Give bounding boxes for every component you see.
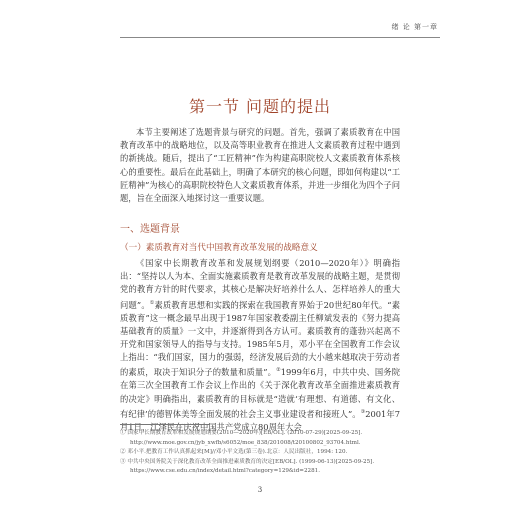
body-paragraph — [120, 257, 400, 434]
intro-paragraph: 本节主要阐述了选题背景与研究的问题。首先，强调了素质教育在中国教育改革中的战略地位，以及高等职业教育在推进人文素质教育过程中遇到的新挑战。随后，提出了“工匠精神”作为构建高职院校人文素质教育体系核心的重要性。最后在此基础上，明确了本研究的核心问题，即如何构建以“工匠精神”为核心的高职院校特色人文素质教育体系，并进一步细化为四个子问题，旨在全面深入地探讨这一重要议题。 — [120, 127, 400, 204]
heading-level-2: （一）素质教育对当代中国教育改革发展的战略意义 — [120, 243, 318, 253]
footnote-separator — [120, 424, 210, 425]
body-text-d: 2001年7月1日，江泽民在庆祝中国共产党成立80周年大会 — [120, 408, 400, 432]
section-title: 第一节 问题的提出 — [188, 97, 332, 116]
heading-level-1: 一、选题背景 — [120, 224, 180, 235]
running-header — [0, 22, 520, 36]
header-rule — [120, 37, 440, 38]
running-header-text: 绪 论 第一章 — [391, 23, 438, 31]
footnotes — [120, 429, 402, 477]
footnote-ref-2: ② — [276, 367, 281, 374]
body-text-c: 1999年6月，中共中央、国务院在第三次全国教育工作会议上作出的《关于深化教育改革全面推进素质教育的决定》明确指出，素质教育的目标就是“造就‘有理想、有道德、有文化、有纪律’的德智体美等全面发展的社会主义事业建设者和接班人”。 — [120, 367, 401, 419]
page-number: 3 — [257, 486, 263, 494]
body-text-b: 素质教育思想和实践的探索在我国教育界始于20世纪80年代。“素质教育”这一概念最早出现于1987年国家教委副主任柳斌发表的《努力提高基础教育的质量》一文中，并逐渐得到各方认可。素质教育的蓬勃兴起离不开党和国家领导人的指导与支持。1985年5月，邓小平在全国教育工作会议上指出：“我们国家，国力的强弱，经济发展后劲的大小越来越取决于劳动者的素质，取决于知识分子的数量和质量”。 — [120, 299, 401, 378]
body-text-a: 《国家中长期教育改革和发展规划纲要（2010—2020年）》明确指出：“坚持以人为本、全面实施素质教育是教育改革发展的战略主题，是贯彻党的教育方针的时代要求，其核心是解决好培养什么人、怎样培养人的重大问题”。 — [120, 258, 400, 310]
footnote-ref-3: ③ — [360, 408, 366, 415]
footnote-2: ② 邓小平.把教育工作认真抓起来[M]//邓小平文选(第三卷).北京：人民出版社，1994: 120. — [120, 449, 348, 455]
footnote-1: ① 国家中长期教育改革和发展规划纲要(2010—2020年)[EB/OL]. (2010-07-29)[2025-09-25]. http://www.moe.gov.cn/jyb_xwfb/s6052/moe_838/201008/t20100802_93704.html. — [120, 430, 363, 446]
footnote-ref-1: ① — [149, 299, 155, 306]
footnote-3: ③ 中共中央国务院关于深化教育改革全面推进素质教育的决定[EB/OL]. (1999-06-13)[2025-09-25]. https://www.cse.edu.cn/index/detail.html?category=129&id=2281. — [120, 458, 375, 474]
